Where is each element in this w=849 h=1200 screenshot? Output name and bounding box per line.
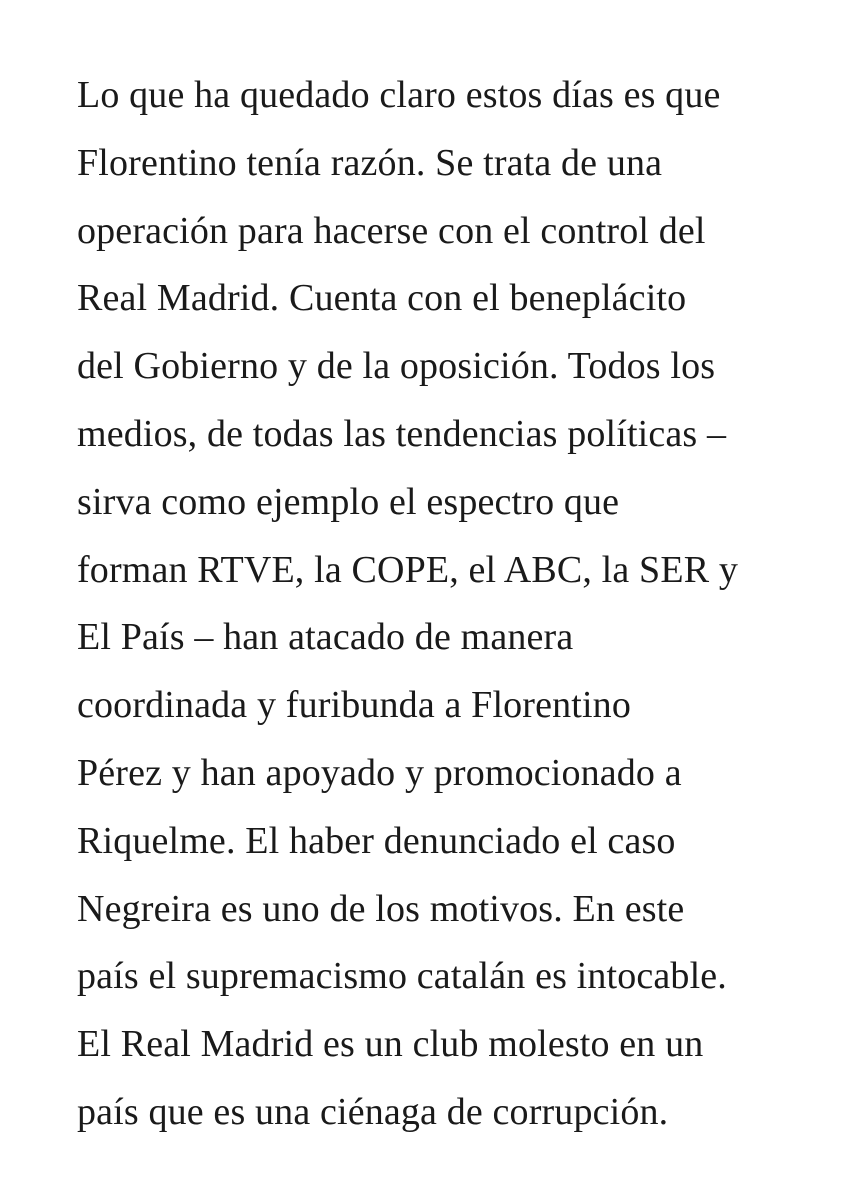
paragraph-line: operación para hacerse con el control del [77, 209, 706, 252]
paragraph-line: país el supremacismo catalán es intocable. [77, 955, 727, 998]
paragraph-line: El País – han atacado de manera [77, 616, 574, 659]
paragraph-line: coordinada y furibunda a Florentino [77, 684, 631, 727]
paragraph-line: del Gobierno y de la oposición. Todos los [77, 345, 716, 388]
paragraph-line: Florentino tenía razón. Se trata de una [77, 141, 663, 184]
paragraph-line: medios, de todas las tendencias políticas – [77, 412, 727, 455]
paragraph-line: Pérez y han apoyado y promocionado a [77, 751, 682, 794]
paragraph-line: sirva como ejemplo el espectro que [77, 480, 620, 523]
article-body [77, 62, 837, 1147]
paragraph-line: Riquelme. El haber denunciado el caso [77, 819, 676, 862]
paragraph-line: El Real Madrid es un club molesto en un [77, 1023, 704, 1066]
paragraph-line: país que es una ciénaga de corrupción. [77, 1090, 669, 1133]
paragraph-line: Negreira es uno de los motivos. En este [77, 887, 685, 930]
paragraph-line: Real Madrid. Cuenta con el beneplácito [77, 277, 687, 320]
paragraph-line: forman RTVE, la COPE, el ABC, la SER y [77, 548, 738, 591]
paragraph-line: Lo que ha quedado claro estos días es que [77, 74, 721, 116]
